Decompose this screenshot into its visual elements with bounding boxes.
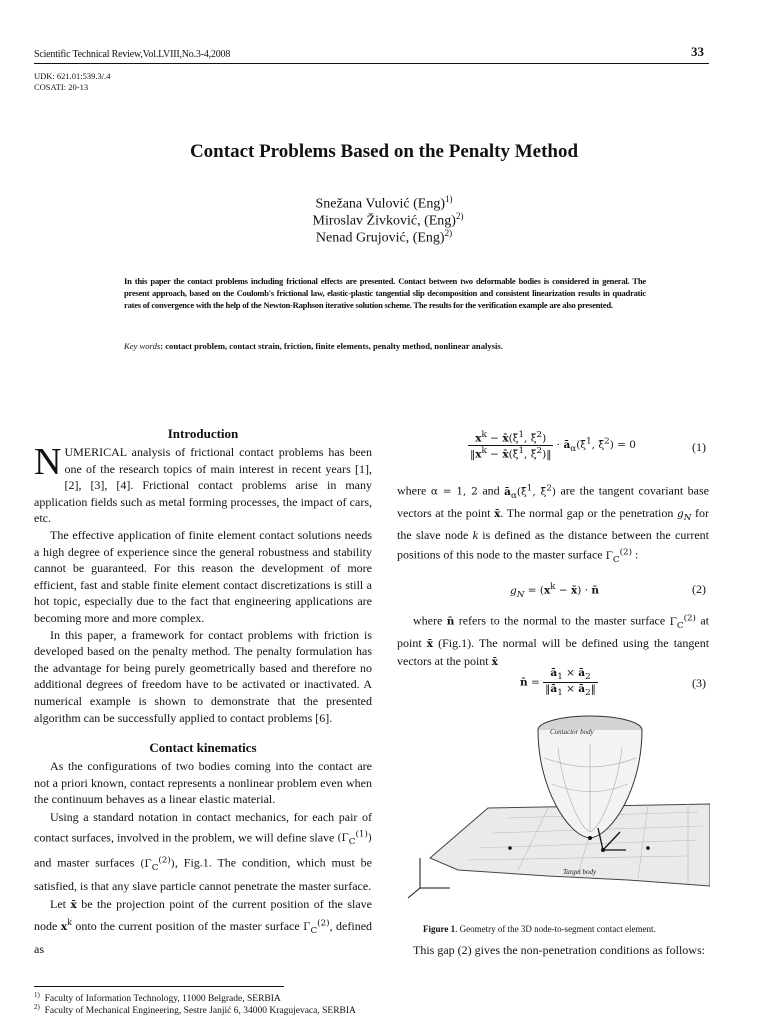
right-text-2: where n̄ refers to the normal to the master surface $\Gamma_C^{(2)}$ at point x̄ (Fig.1). The normal will be defined using the tangent vectors at the point x̄ bbox=[397, 613, 710, 668]
page-number: 33 bbox=[691, 44, 704, 59]
kinematics-paragraph-2: Using a standard notation in contact mechanics, for each pair of contact surfaces, involved in the problem, we will define slave $(\Gamma_C^{(1)})$ and master surfaces $(\Gamma_C^{(2)})$, Fig.1. The condition, which must be satisfied, is that any slave particle cannot penetrate the master surface. bbox=[34, 809, 373, 893]
right-text-1: where α = 1, 2 and $ā_\alpha(\xī^1$, ξ̄$^2$) are the tangent covariant base vectors at the point x̄. The normal gap or the penetration $g_N$ for the slave node k is defined as the distance between the current positions of this node to the master surface $\Gamma_C^{(2)}$ : bbox=[397, 483, 710, 565]
intro-paragraph-2: The effective application of finite element contact solutions needs a high degree of experience since the general robustness and stability cannot be guaranteed. For this reason the development of more efficient, fast and stable finite element contact discretizations is still a hot topic, especially due to the fact that engineering applications are becoming more and more complex. bbox=[34, 527, 372, 625]
header-rule bbox=[34, 63, 709, 64]
target-body-label: Target body bbox=[563, 868, 597, 876]
equation-1-number: (1) bbox=[692, 440, 706, 454]
udk-code: UDK: 621.01:539.3/.4 bbox=[34, 71, 111, 81]
keywords-label: Key words bbox=[124, 341, 161, 351]
abstract: In this paper the contact problems including frictional effects are presented. Contact between two deformable bodies is considered in general. The present approach, based on the Coulomb's frictional law, elastic-plastic tangential slip decomposition and consistent linearization results in quadratic rates of convergence with the help of the Newton-Raphson iterative solution scheme. The results for the verification example are also presented. bbox=[124, 276, 646, 310]
introduction-heading: Introduction bbox=[167, 426, 239, 441]
kinematics-paragraph-3: Let x̄ be the projection point of the current position of the slave node $x^k$ onto the current position of the master surface $\Gamma_C^{(2)}$, defined as bbox=[34, 896, 373, 957]
equation-2-number: (2) bbox=[692, 582, 706, 596]
author-1: Snežana Vulović (Eng)$^{1)}$ bbox=[315, 194, 453, 212]
equation-1: $\frac{x^k - x̄(\xī^1, \xī^2)}{‖x^k - x̄(\xī^1, \xī^2)‖}$ · $ā_\alpha(\xī^1$, ξ̄$^2$) = 0 bbox=[470, 430, 636, 460]
contact-kinematics-heading: Contact kinematics bbox=[149, 740, 257, 755]
keywords bbox=[124, 341, 646, 351]
equation-3: n̄ = $\frac{ā_1 \times ā_2}{‖ā_1 \times ā_2‖}$ bbox=[520, 667, 596, 699]
footnote-1: $^{1)}$ Faculty of Information Technology, 11000 Belgrade, SERBIA bbox=[34, 991, 281, 1005]
dropcap: N bbox=[34, 441, 62, 483]
right-paragraph-3: This gap (2) gives the non-penetration conditions as follows: bbox=[413, 943, 705, 957]
contactor-body-label: Contactor body bbox=[550, 728, 594, 736]
cosati-code: COSATI: 20-13 bbox=[34, 82, 89, 92]
author-2: Miroslav Živković, (Eng)$^{2)}$ bbox=[312, 211, 464, 229]
kinematics-text bbox=[34, 758, 372, 958]
right-text-3 bbox=[397, 942, 709, 959]
intro-paragraph-3: In this paper, a framework for contact problems with friction is developed based on the penalty method. The penalty formulation has the advantage for being purely geometrically based and therefore no additional degrees of freedom have to be activated or inactivated. A numerical example is shown to demonstrate that the presented algorithm can be successfully applied to contact problems [6]. bbox=[34, 627, 372, 725]
author-3: Nenad Grujović, (Eng)$^{2)}$ bbox=[315, 228, 453, 246]
equation-2: $g_N = (x^k$ − x̄) · n̄ bbox=[510, 582, 600, 600]
keywords-list: : contact problem, contact strain, friction, finite elements, penalty method, nonlinear analysis. bbox=[160, 341, 503, 351]
contact-geometry-illustration bbox=[398, 708, 710, 916]
equation-3-number: (3) bbox=[692, 676, 706, 690]
figure-1 bbox=[398, 708, 710, 916]
intro-paragraph-1: UMERICAL analysis of frictional contact problems has been one of the research topics of main interest in recent years [1], [2], [3], [4]. Frictional contact problems arise in many application fields such as metal forming processes, the impact of cars, etc. bbox=[34, 445, 372, 526]
introduction-text bbox=[34, 441, 372, 726]
footnote-2: $^{2)}$ Faculty of Mechanical Engineering, Sestre Janjić 6, 34000 Kragujevaca, SERBIA bbox=[34, 1003, 356, 1017]
paper-title: Contact Problems Based on the Penalty Method bbox=[189, 141, 579, 162]
figure-1-caption: Figure 1. Geometry of the 3D node-to-segment contact element. bbox=[423, 924, 656, 934]
journal-header: Scientific Technical Review,Vol.LVIII,No.3-4,2008 bbox=[34, 49, 231, 60]
kinematics-paragraph-1: As the configurations of two bodies coming into the contact are not a priori known, contact represents a nonlinear problem even when the continuum behaves as a linear elastic material. bbox=[34, 759, 372, 807]
footnote-rule bbox=[34, 986, 284, 987]
